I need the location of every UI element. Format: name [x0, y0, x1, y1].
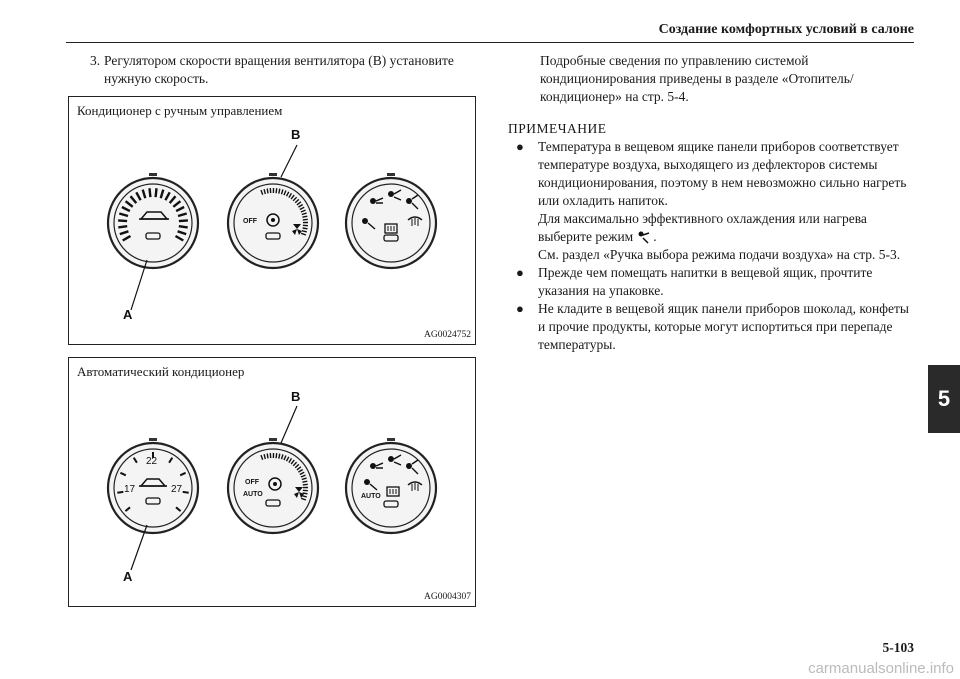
dial-tick	[276, 188, 277, 193]
dial-tick	[302, 481, 307, 482]
fan-speed-knob	[228, 173, 318, 268]
dial-tick	[303, 484, 308, 485]
note-bullet-1-mode	[538, 210, 918, 246]
auto-fan-speed-knob	[228, 438, 318, 533]
auto-callout-line-b	[281, 406, 297, 443]
dial-tick	[150, 188, 151, 197]
dial-tick	[302, 216, 307, 217]
auto-callout-label-a: A	[123, 569, 133, 584]
dial-tick	[117, 492, 123, 493]
note-bullet-1-ref: См. раздел «Ручка выбора режима подачи воздуха» на стр. 5-3.	[538, 247, 901, 262]
note-bullet-1-mode-end: .	[653, 229, 657, 244]
page-header-title: Создание комфортных условий в салоне	[658, 22, 914, 37]
note-bullet-3-text: Не кладите в вещевой ящик панели приборов шоколад, конфеты и прочие продукты, которые могут испортиться при перепаде температуры.	[538, 301, 909, 352]
dial-tick	[179, 220, 188, 221]
step-number: 3.	[90, 53, 101, 68]
dial-tick	[118, 220, 127, 221]
figure-auto-code: AG0004307	[424, 592, 471, 602]
figure-manual-caption: Кондиционер с ручным управлением	[77, 103, 283, 118]
dial-tick	[303, 219, 308, 220]
temp-label-17: 17	[124, 484, 136, 495]
dial-tick	[156, 188, 157, 197]
manual-ac-knobs-illustration	[69, 97, 477, 346]
bullet-dot-icon: ●	[516, 139, 524, 154]
callout-label-a: A	[123, 307, 133, 322]
auto-callout-label-b: B	[291, 389, 301, 404]
note-bullet-1	[508, 138, 918, 264]
figure-manual-code: AG0024752	[424, 330, 471, 340]
temp-label-27: 27	[171, 484, 183, 495]
fan-off-label: OFF	[243, 218, 257, 225]
dial-tick	[267, 189, 268, 194]
floor-vent-mode-icon	[635, 230, 651, 246]
step-text: Регулятором скорости вращения вентилятора (B) установите нужную скорость.	[104, 53, 454, 86]
right-column	[508, 52, 918, 354]
bullet-dot-icon: ●	[516, 301, 524, 316]
dial-tick	[183, 492, 189, 493]
watermark: carmanualsonline.info	[808, 660, 954, 677]
dial-tick	[303, 493, 308, 494]
dial-tick	[276, 453, 277, 458]
mode-auto-label: AUTO	[361, 493, 381, 500]
note-bullet-1-mode-text: Для максимально эффективного охлаждения или нагрева выберите режим	[538, 211, 867, 244]
callout-line-a	[131, 260, 147, 310]
air-mode-knob	[346, 173, 436, 268]
page-number: 5-103	[882, 640, 914, 655]
header-rule	[66, 42, 914, 43]
dial-tick	[303, 228, 308, 229]
auto-temperature-knob	[108, 438, 198, 533]
temp-label-22: 22	[146, 456, 158, 467]
auto-ac-knobs-illustration	[69, 358, 477, 608]
auto-air-mode-knob	[346, 438, 436, 533]
dial-tick	[179, 226, 188, 227]
step-3	[90, 52, 490, 88]
dial-tick	[279, 454, 280, 459]
note-bullet-2	[508, 264, 918, 300]
details-paragraph: Подробные сведения по управлению системой кондиционирования приведены в разделе «Отопитель/кондиционер» на стр. 5-4.	[540, 53, 854, 104]
note-bullet-2-text: Прежде чем помещать напитки в вещевой ящик, прочтите указания на упаковке.	[538, 265, 873, 298]
figure-manual-ac	[68, 96, 476, 345]
auto-fan-off-label: OFF	[245, 479, 259, 486]
figure-auto-caption: Автоматический кондиционер	[77, 364, 245, 379]
callout-line-b	[281, 145, 297, 177]
chapter-tab: 5	[928, 365, 960, 433]
note-heading: ПРИМЕЧАНИЕ	[508, 121, 607, 136]
dial-tick	[279, 189, 280, 194]
auto-fan-auto-label: AUTO	[243, 491, 263, 498]
note-bullet-3	[508, 300, 918, 354]
dial-tick	[118, 226, 127, 227]
figure-auto-ac	[68, 357, 476, 607]
callout-label-b: B	[291, 127, 301, 142]
temperature-knob	[108, 173, 198, 268]
bullet-dot-icon: ●	[516, 265, 524, 280]
dial-tick	[267, 454, 268, 459]
note-bullet-1-text: Температура в вещевом ящике панели приборов соответствует температуре воздуха, выходящего из дефлекторов системы кондиционирования, поэтому в нем невозможно сильно нагреть или охладить напиток.	[538, 139, 907, 208]
